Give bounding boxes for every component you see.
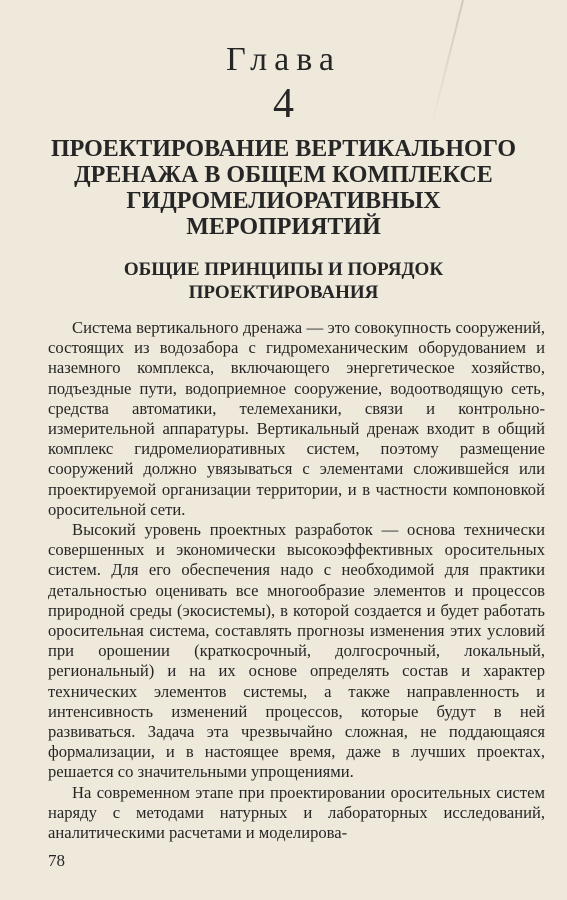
page-number: 78 xyxy=(48,851,65,870)
body-text xyxy=(48,318,545,843)
paragraph: Система вертикального дренажа — это совокупность сооружений, состоящих из водозабора с гидромеханическим оборудованием и наземного комплекса, включающего энергетическое хозяйство, подъездные пути, водоприемное сооружение, водоотводящую сеть, средства автоматики, телемеханики, связи и контрольно-измерительной аппаратуры. Вертикальный дренаж входит в общий комплекс гидромелиоративных систем, поэтому размещение сооружений должно увязываться с элементами сложившейся или проектируемой организации территории, и в частности компоновкой оросительной сети. xyxy=(48,318,545,519)
section-title: ОБЩИЕ ПРИНЦИПЫ И ПОРЯДОК ПРОЕКТИРОВАНИЯ xyxy=(123,259,444,303)
paragraph: Высокий уровень проектных разработок — основа технически совершенных и экономически высокоэффективных оросительных систем. Для его обеспечения надо с необходимой для практики детальностью оценивать все многообразие элементов и процессов природной среды (экосистемы), в которой создается и будет работать оросительная система, составлять прогнозы изменения этих условий при орошении (краткосрочный, долгосрочный, локальный, региональный) и на их основе определять состав и характер технических элементов системы, а также направленность и интенсивность изменений процессов, которые будут в ней развиваться. Задача эта чрезвычайно сложная, не поддающаяся формализации, и в настоящее время, даже в лучших проектах, решается со значительными упрощениями. xyxy=(48,520,545,782)
chapter-title: ПРОЕКТИРОВАНИЕ ВЕРТИКАЛЬНОГО ДРЕНАЖА В ОБЩЕМ КОМПЛЕКСЕ ГИДРОМЕЛИОРАТИВНЫХ МЕРОПРИЯТИЙ xyxy=(50,136,517,240)
chapter-number: 4 xyxy=(273,81,294,127)
chapter-label: Глава xyxy=(226,41,341,78)
paragraph: На современном этапе при проектировании оросительных систем наряду с методами натурных и лабораторных исследований, аналитическими расчетами и моделирова- xyxy=(48,782,545,843)
